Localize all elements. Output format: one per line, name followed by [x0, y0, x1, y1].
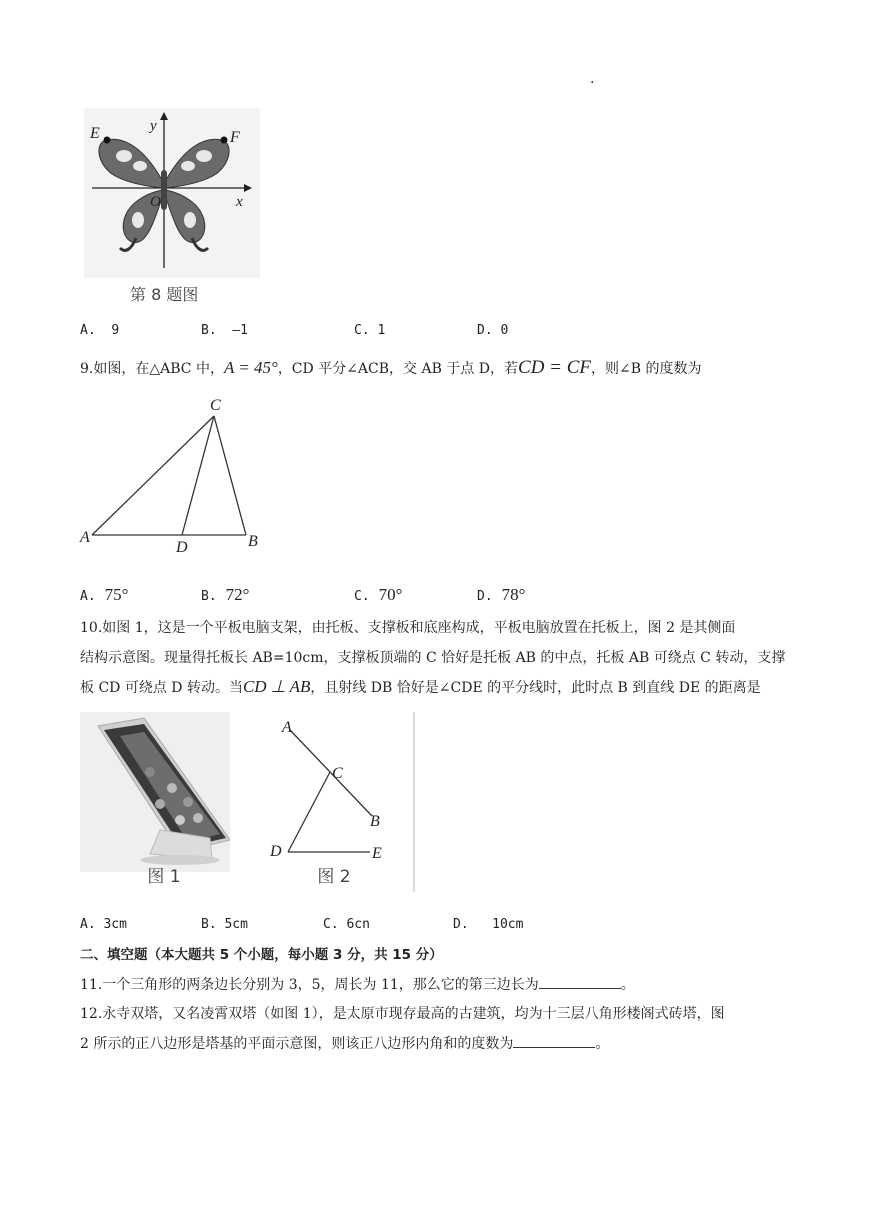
figure-2-caption: 图 2 — [317, 867, 351, 887]
question-11: 11.一个三角形的两条边长分别为 3，5，周长为 11，那么它的第三边长为 。 — [80, 974, 635, 996]
q9-option-b: B. 72° — [201, 585, 250, 604]
question-10-line-3: 板 CD 可绕点 D 转动。当CD ⊥ AB，且射线 DB 恰好是∠CDE 的平分线时，此时点 B 到直线 DE 的距离是 — [80, 677, 761, 696]
question-9-stem: 9.如图，在△ABC 中，A = 45°，CD 平分∠ACB，交 AB 于点 D，若CD = CF，则∠B 的度数为 — [80, 357, 702, 378]
label-a: A — [282, 719, 292, 736]
label-f: F — [230, 129, 240, 146]
label-o: O — [150, 194, 161, 210]
point-f — [221, 137, 228, 144]
label-y: y — [150, 118, 157, 134]
q10-option-c: C. 6cn — [323, 917, 370, 932]
question-12-line-2: 2 所示的正八边形是塔基的平面示意图，则该正八边形内角和的度数为 。 — [80, 1033, 609, 1055]
label-b: B — [248, 533, 258, 550]
label-e: E — [90, 125, 100, 142]
label-c: C — [332, 765, 343, 782]
label-x: x — [236, 194, 243, 210]
q10-option-b: B. 5cm — [201, 917, 248, 932]
segment-ac — [92, 416, 214, 535]
segment-cd — [288, 772, 330, 852]
segment-cd — [182, 416, 214, 535]
q10-option-d: D. 10cm — [453, 917, 524, 932]
q8-option-a: A. 9 — [80, 323, 120, 338]
math-cd-cf: CD = CF — [518, 357, 592, 378]
question-8-figure — [84, 108, 260, 310]
label-d: D — [176, 539, 188, 556]
question-12-line-1: 12.永寺双塔，又名凌霄双塔（如图 1），是太原市现存最高的古建筑，均为十三层八角形楼阁式砖塔，图 — [80, 1006, 725, 1022]
q8-option-d: D. 0 — [477, 323, 509, 338]
segment-cb — [214, 416, 246, 535]
point-e — [104, 137, 111, 144]
math-cd-perp-ab: CD ⊥ AB — [242, 677, 311, 696]
question-10-figure-2 — [266, 712, 416, 892]
label-b: B — [370, 813, 380, 830]
figure-1-caption: 图 1 — [147, 867, 181, 887]
label-c: C — [210, 397, 221, 414]
label-a: A — [80, 529, 90, 546]
q9-option-a: A. 75° — [80, 585, 129, 604]
answer-blank[interactable] — [513, 1033, 595, 1048]
math-angle-a: A = 45° — [223, 358, 278, 377]
answer-blank[interactable] — [539, 974, 621, 989]
page-dot: . — [590, 71, 595, 87]
question-9-figure — [76, 392, 276, 558]
question-10-line-2: 结构示意图。现量得托板长 AB=10cm，支撑板顶端的 C 恰好是托板 AB 的中点，托板 AB 可绕点 C 转动，支撑 — [80, 650, 786, 666]
q9-option-c: C. 70° — [354, 585, 403, 604]
label-e: E — [372, 845, 382, 862]
q8-option-c: C. 1 — [354, 323, 386, 338]
q8-option-b: B. —1 — [201, 323, 248, 338]
q9-option-d: D. 78° — [477, 585, 526, 604]
question-10-figure-1 — [80, 712, 230, 892]
question-8-caption: 第 8 题图 — [130, 285, 199, 304]
segment-ab — [290, 730, 372, 816]
label-d: D — [270, 843, 282, 860]
section-2-heading: 二、填空题（本大题共 5 个小题，每小题 3 分，共 15 分） — [80, 947, 443, 963]
q10-option-a: A. 3cm — [80, 917, 127, 932]
question-10-line-1: 10.如图 1，这是一个平板电脑支架，由托板、支撑板和底座构成，平板电脑放置在托板上，图 2 是其侧面 — [80, 620, 736, 636]
